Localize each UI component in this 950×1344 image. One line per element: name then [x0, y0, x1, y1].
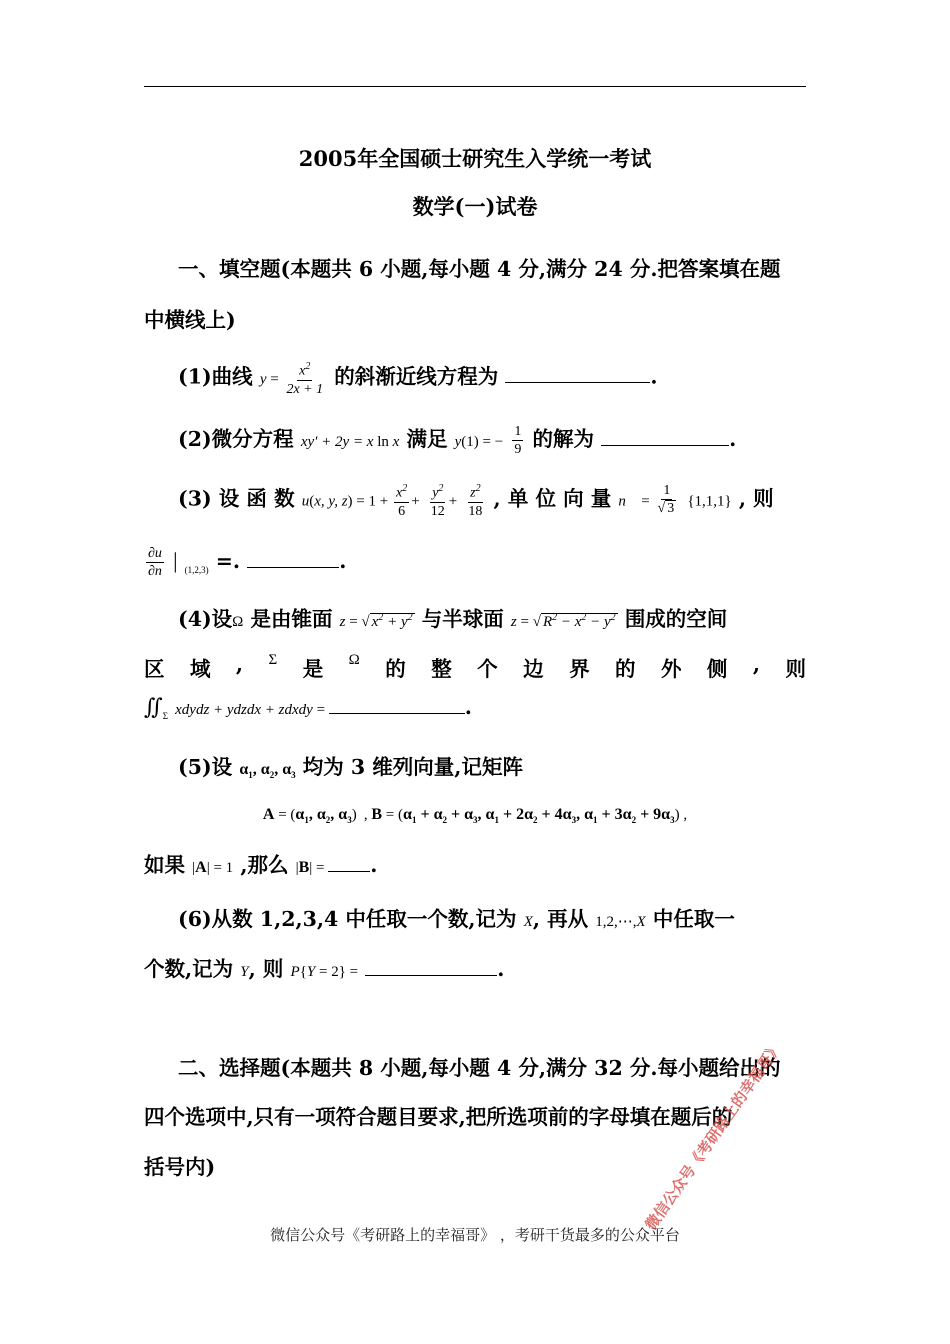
section1-heading: 一、填空题(本题共 6 小题,每小题 4 分,满分 24 分.把答案填在题 [178, 257, 781, 281]
question-3-cont: $\frac{\partial u}{\partial n}$ | $_{(1,2,3)}$ =. . [148, 546, 347, 579]
question-6: (6)从数 1,2,3,4 中任取一个数,记为 X, 再从 1,2,⋯,X 中任取一 [178, 907, 735, 931]
question-6-line2: 个数,记为 Y, 则 P{Y = 2} = . [144, 957, 505, 981]
answer-blank-1[interactable] [505, 364, 650, 383]
question-3: (3) 设 函 数 u(x, y, z) = 1 + $\frac{x^2}{6}$ + $\frac{y^2}{12}$ + $\frac{z^2}{18}$ , 单 位 向 量 n⃗ = $\frac{1}{√ 3}$ {1,1,1} , 则 [178, 480, 806, 520]
answer-blank-4[interactable] [329, 695, 465, 714]
question-2: (2)微分方程 xy′ + 2y = x ln x 满足 y(1) = − $\frac{1}{9}$ 的解为 . [178, 424, 737, 457]
answer-blank-3[interactable] [247, 549, 339, 568]
page-footer: 微信公众号《考研路上的幸福哥》 ，考研干货最多的公众平台 [270, 1226, 680, 1244]
page-title: 2005年全国硕士研究生入学统一考试 [298, 146, 652, 171]
section2-heading: 二、选择题(本题共 8 小题,每小题 4 分,满分 32 分.每小题给出的 [178, 1056, 781, 1080]
page-subtitle: 数学(一)试卷 [412, 194, 538, 219]
answer-blank-6[interactable] [365, 957, 497, 976]
answer-blank-2[interactable] [601, 427, 729, 446]
question-4: (4)设Ω 是由锥面 z = √ $x^2 + y^2$ 与半球面 z = √ $R^2 - x^2 - y^2$ 围成的空间 [178, 607, 728, 631]
question-4-line2: 区 域 , Σ 是 Ω 的 整 个 边 界 的 外 侧 , 则 [144, 652, 806, 681]
question-4-line3: $∬_\Sigma$ xdydz + ydzdx + zdxdy = . [144, 694, 472, 722]
section2-heading-end: 括号内) [144, 1155, 216, 1179]
question-5-line3: 如果 |A| = 1 ,那么 |B| = . [144, 853, 378, 877]
question-5-matrix: $A = (\alpha_1$, $\alpha_2$, $\alpha_3$) , $B = (\alpha_1 + \alpha_2 + \alpha_3$, $\alpha_1 + 2\alpha_2 + 4\alpha_3$, $\alpha_1 + 3\alpha_2 + 9\alpha_3$) , [262, 806, 688, 826]
answer-blank-5[interactable] [328, 853, 370, 872]
question-1: (1)曲线 y = $\frac{x^2}{2x + 1}$ 的斜渐近线方程为 . [178, 358, 806, 398]
section1-heading-cont: 中横线上) [144, 308, 236, 332]
top-rule [144, 86, 806, 87]
section2-heading-cont: 四个选项中,只有一项符合题目要求,把所选项前的字母填在题后的 [144, 1105, 733, 1129]
question-5: (5)设 $\alpha_1$, $\alpha_2$, $\alpha_3$ 均为 3 维列向量,记矩阵 [178, 755, 523, 781]
watermark-stamp: 微信公众号《考研路上的幸福哥》 [641, 1038, 786, 1234]
